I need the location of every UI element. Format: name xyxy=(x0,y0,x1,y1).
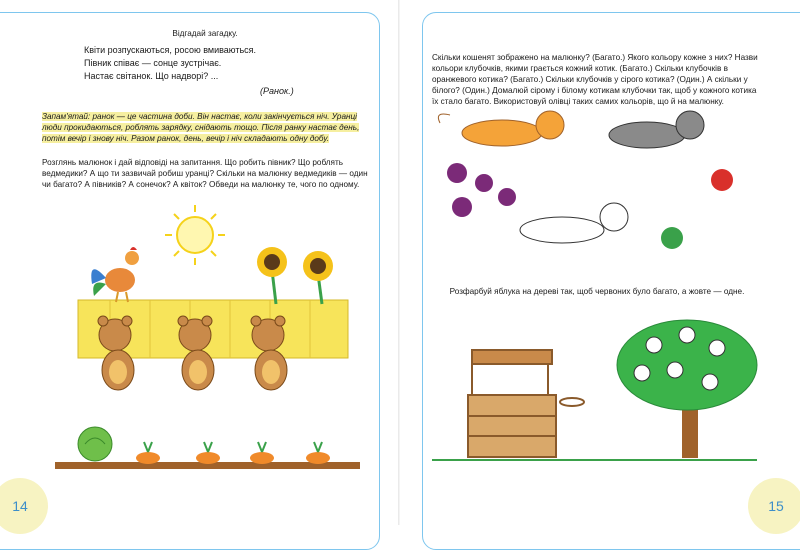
poem-line-3: Настає світанок. Що надворі? ... xyxy=(84,71,219,81)
purple-yarn-balls xyxy=(447,163,516,217)
poem-line-1: Квіти розпускаються, росою вмиваються. xyxy=(84,45,257,55)
kittens-illustration xyxy=(432,105,762,270)
sunflower-1 xyxy=(257,247,287,304)
kittens-task-text: Скільки кошенят зображено на малюнку? (Багато.) Якого кольору кожне з них? Назви кольори клубочків, якими грається кожний котик. (Багато.) Скільки клубочків в оранжевого котика? (Багато.) Скільки клубочків у сірого котика? (Один.) А скільки у білого? (Один.) Домалюй сірому і білому котикам клубочки так, щоб у кожного котика їх стало багато. Використовуй олівці таких самих кольорів, що й на малюнку. xyxy=(432,53,758,106)
remember-text: Запам'ятай: ранок — це частина доби. Він настає, коли закінчується ніч. Уранці люди прокидаються, роблять зарядку, снідають тощо. Після ранку настає день, потім вечір і знову ніч. Разом ранок, день, вечір і ніч складають одну добу. xyxy=(42,112,360,143)
page-number-left-text: 14 xyxy=(12,498,28,514)
riddle-poem xyxy=(84,44,374,83)
grey-kitten xyxy=(609,111,704,148)
wooden-well xyxy=(468,350,584,457)
left-page xyxy=(0,0,400,525)
page-number-right-text: 15 xyxy=(768,498,784,514)
poem-line-2: Півник співає — сонце зустрічає. xyxy=(84,58,222,68)
carrots-row xyxy=(136,442,330,464)
apples-task-text: Розфарбуй яблука на дереві так, щоб червоних було багато, а жовте — одне. xyxy=(449,287,745,296)
sunflower-2 xyxy=(303,251,333,304)
well-and-tree-illustration xyxy=(432,310,762,470)
red-yarn-ball xyxy=(711,169,733,191)
cabbage-icon xyxy=(78,427,112,461)
sun-icon xyxy=(165,205,225,265)
page-number-right xyxy=(748,478,800,534)
rooster-icon xyxy=(91,247,139,302)
riddle-answer: (Ранок.) xyxy=(260,86,294,96)
apple-tree xyxy=(617,320,757,458)
morning-illustration xyxy=(40,200,370,480)
orange-kitten xyxy=(438,111,564,146)
left-task-text: Розглянь малюнок і дай відповіді на запитання. Що робить півник? Що роблять ведмедики? А що ти зазвичай робиш уранці? Скільки на малюнку ведмедиків — один чи багато? А півників? А сонечок? А квіток? Обведи на малюнку те, чого по одному. xyxy=(42,158,368,189)
remember-block xyxy=(42,111,372,144)
green-yarn-ball xyxy=(661,227,683,249)
riddle-prompt: Відгадай загадку. xyxy=(172,29,238,38)
white-kitten xyxy=(520,203,628,243)
